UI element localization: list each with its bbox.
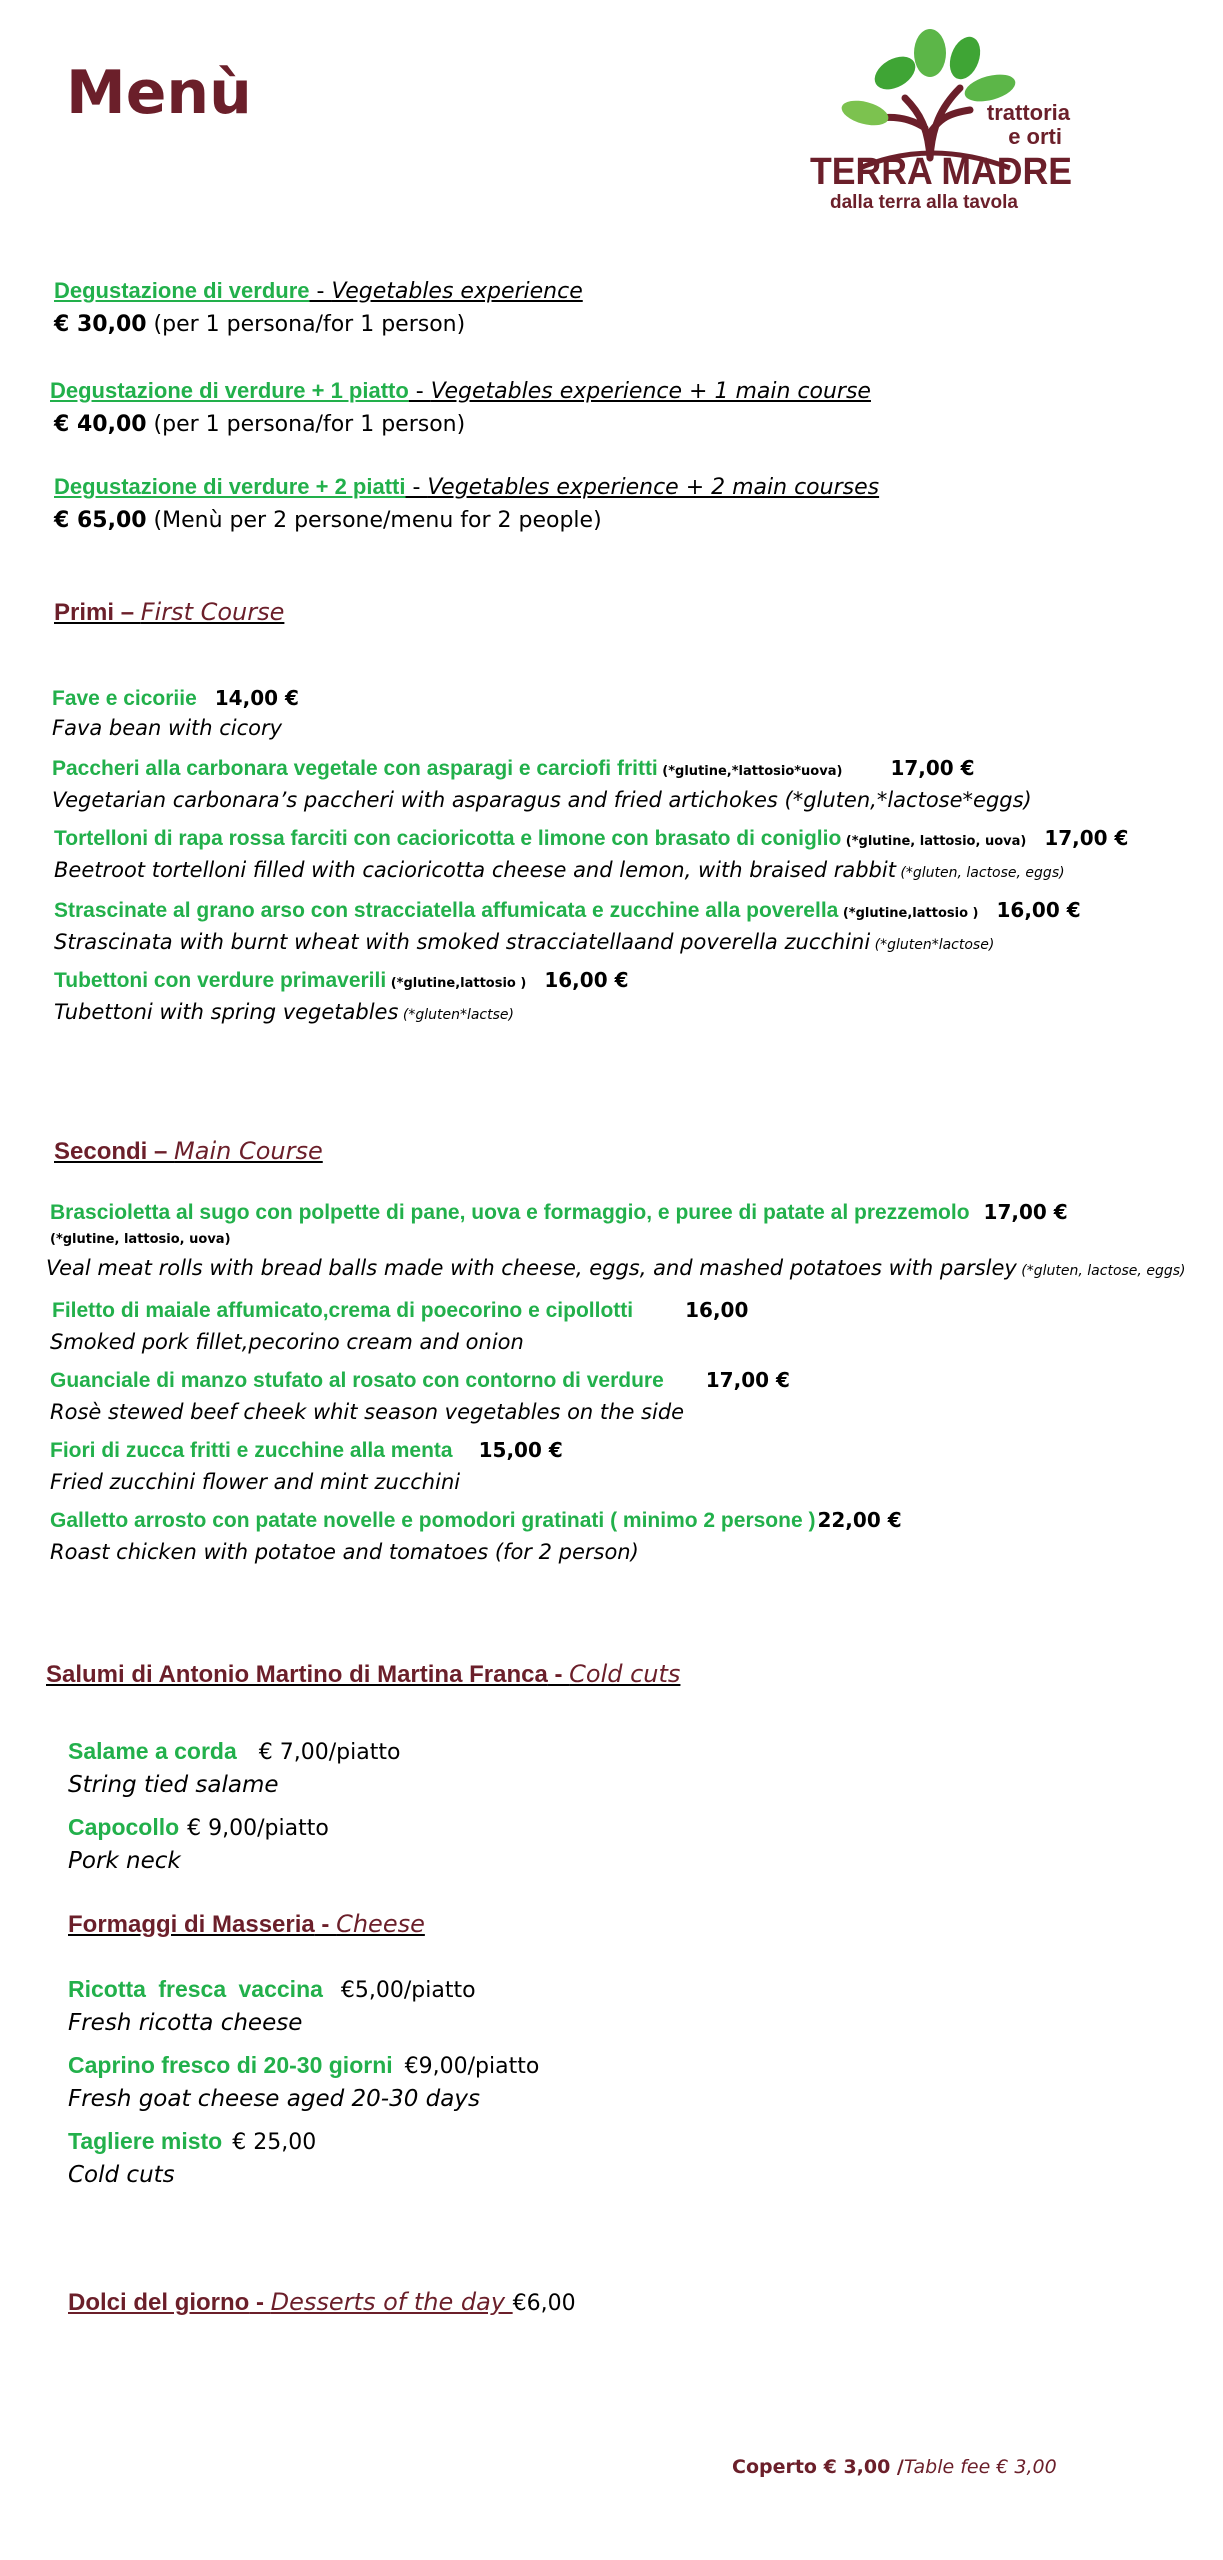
dish-description: Veal meat rolls with bread balls made with cheese, eggs, and mashed potatoes with parsley (*gluten, lactose, eggs) (46, 1256, 1186, 1280)
item-name: Salame a corda € 7,00/piatto (68, 1738, 401, 1765)
logo-line2: e orti (1008, 124, 1062, 149)
secondi-heading: Secondi – Main Course (54, 1137, 323, 1165)
dish-name: Strascinate al grano arso con stracciatella affumicata e zucchine alla poverella (*glutine,lattosio ) 16,00 € (54, 898, 1081, 922)
dish-allergens: (*glutine, lattosio, uova) (50, 1232, 231, 1247)
dish-name: Fiori di zucca fritti e zucchine alla menta 15,00 € (50, 1438, 563, 1462)
item-description: Fresh ricotta cheese (68, 2010, 303, 2036)
tasting-item: Degustazione di verdure + 1 piatto - Vegetables experience + 1 main course (50, 378, 871, 404)
logo-name: TERRA MADRE (810, 151, 1072, 193)
tasting-price: € 30,00 (per 1 persona/for 1 person) (54, 312, 466, 337)
tasting-price: € 40,00 (per 1 persona/for 1 person) (54, 412, 466, 437)
tasting-item: Degustazione di verdure + 2 piatti - Vegetables experience + 2 main courses (54, 474, 880, 500)
item-description: Pork neck (68, 1848, 181, 1874)
dish-description: Rosè stewed beef cheek whit season vegetables on the side (50, 1400, 685, 1424)
dish-name: Tortelloni di rapa rossa farciti con cacioricotta e limone con brasato di coniglio (*glutine, lattosio, uova) 17,00 € (54, 826, 1129, 850)
logo-line1: trattoria (986, 100, 1070, 125)
item-name: Tagliere misto € 25,00 (68, 2128, 317, 2155)
tree-icon (839, 29, 1018, 168)
item-description: String tied salame (68, 1772, 279, 1798)
dish-description: Fried zucchini flower and mint zucchini (50, 1470, 461, 1494)
terra-madre-logo (800, 18, 1090, 218)
dish-description: Tubettoni with spring vegetables (*gluten*lactse) (54, 1000, 514, 1024)
formaggi-heading: Formaggi di Masseria - Cheese (68, 1910, 425, 1938)
tasting-price: € 65,00 (Menù per 2 persone/menu for 2 people) (54, 508, 602, 533)
primi-heading: Primi – First Course (54, 598, 285, 626)
dish-description: Roast chicken with potatoe and tomatoes (for 2 person) (50, 1540, 639, 1564)
item-description: Fresh goat cheese aged 20-30 days (68, 2086, 480, 2112)
dish-name: Filetto di maiale affumicato,crema di poecorino e cipollotti 16,00 (52, 1298, 749, 1322)
dolci-heading: Dolci del giorno - Desserts of the day €6,00 (68, 2288, 576, 2316)
dish-name: Tubettoni con verdure primaverili (*glutine,lattosio ) 16,00 € (54, 968, 629, 992)
dish-description: Vegetarian carbonara’s paccheri with asparagus and fried artichokes (*gluten,*lactose*eggs) (52, 788, 1032, 812)
cover-charge: Coperto € 3,00 /Table fee € 3,00 (732, 2456, 1057, 2478)
page-title: Menù (66, 58, 252, 128)
item-name: Caprino fresco di 20-30 giorni €9,00/piatto (68, 2052, 540, 2079)
dish-name: Guanciale di manzo stufato al rosato con contorno di verdure 17,00 € (50, 1368, 790, 1392)
dish-description: Fava bean with cicory (52, 716, 283, 740)
dish-name: Galletto arrosto con patate novelle e pomodori gratinati ( minimo 2 persone ) 22,00 € (50, 1508, 902, 1532)
dish-description: Strascinata with burnt wheat with smoked stracciatellaand poverella zucchini (*gluten*lactose) (54, 930, 995, 954)
logo-tagline: dalla terra alla tavola (830, 192, 1018, 213)
dish-name: Paccheri alla carbonara vegetale con asparagi e carciofi fritti (*glutine,*lattosio*uova) 17,00 € (52, 756, 975, 780)
dish-description: Smoked pork fillet,pecorino cream and onion (50, 1330, 524, 1354)
dish-description: Beetroot tortelloni filled with cacioricotta cheese and lemon, with braised rabbit (*gluten, lactose, eggs) (54, 858, 1065, 882)
salumi-heading: Salumi di Antonio Martino di Martina Franca - Cold cuts (46, 1660, 681, 1688)
item-name: Ricotta fresca vaccina €5,00/piatto (68, 1976, 476, 2003)
dish-name: Fave e cicoriie 14,00 € (52, 686, 299, 710)
dish-name: Brascioletta al sugo con polpette di pane, uova e formaggio, e puree di patate al prezzemolo 17,00 € (50, 1200, 1068, 1224)
tasting-item: Degustazione di verdure - Vegetables experience (54, 278, 583, 304)
item-name: Capocollo € 9,00/piatto (68, 1814, 329, 1841)
item-description: Cold cuts (68, 2162, 175, 2188)
